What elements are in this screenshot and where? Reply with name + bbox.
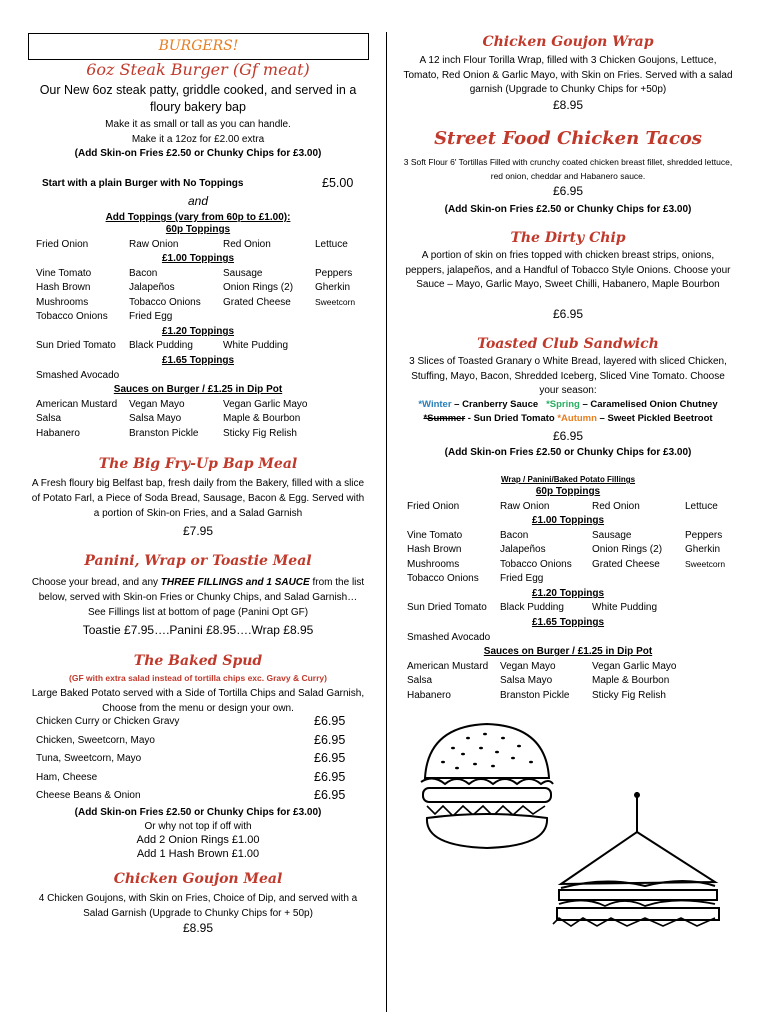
and-text: and [187,194,209,208]
plain-burger-row [28,176,368,195]
toppings-row [28,268,368,283]
topping-item: Salsa [407,675,433,687]
panini-desc-a: Choose your bread, and any [31,577,161,588]
baked-spud-heading: The Baked Spud [133,653,263,669]
spud-item-row [28,714,368,733]
column-divider [386,32,387,1012]
topping-item: Gherkin [685,544,721,556]
spud-item-label: Ham, Cheese [36,771,98,783]
topping-item: Bacon [129,267,158,279]
club-sandwich-illustration-icon [545,790,730,932]
toppings-row [28,370,368,385]
toppings-section-title: £1.00 Toppings [161,253,235,265]
topping-item: Grated Cheese [223,296,291,308]
spud-hash-brown: Add 1 Hash Brown £1.00 [136,848,260,860]
toppings-section-title: 60p Toppings [535,486,601,497]
dirty-chip-price: £6.95 [552,307,584,321]
topping-item: Sweetcorn [315,296,356,307]
steak-burger-heading: 6oz Steak Burger (Gf meat) [86,60,310,79]
spud-item-row [28,770,368,789]
topping-item: Vegan Mayo [500,660,556,672]
topping-item: Sun Dried Tomato [36,340,116,352]
topping-item: Black Pudding [500,602,564,614]
spud-item-label: Chicken Curry or Chicken Gravy [36,716,180,727]
season-spring-text: – Caramelised Onion Chutney [579,399,718,410]
topping-item: Sticky Fig Relish [223,427,297,439]
season-autumn: *Autumn [557,413,597,424]
toppings-row [28,282,368,297]
topping-item: Smashed Avocado [36,369,120,381]
spud-item-row [28,788,368,807]
steak-burger-description: Our New 6oz steak patty, griddle cooked, and served in a floury bakery bap [39,83,357,114]
club-sandwich-addon: (Add Skin-on Fries £2.50 or Chunky Chips for £3.00) [444,447,692,458]
topping-item: Sun Dried Tomato [407,602,487,614]
club-sandwich-price: £6.95 [552,429,584,443]
burger-illustration-icon [413,718,558,863]
topping-item: Onion Rings (2) [223,282,294,294]
spud-item-label: Chicken, Sweetcorn, Mayo [36,734,155,746]
tacos-description: 3 Soft Flour 6' Tortillas Filled with crunchy coated chicken breast fillet, shredded lettuce, red onion, cheddar and Habanero sauce. [403,157,733,181]
spud-item-price: £6.95 [314,714,346,728]
topping-item: Gherkin [315,282,351,294]
club-sandwich-description: 3 Slices of Toasted Granary o White Bread, layered with sliced Chicken, Stuffing, Mayo, Bacon, Shredded Iceberg, Sliced Vine Tomato. Choose your season: [409,356,727,396]
baked-spud-gf-note: (GF with extra salad instead of tortilla chips exc. Gravy & Curry) [69,673,327,683]
spud-item-row [28,751,368,770]
toppings-row [28,297,368,312]
topping-item: Red Onion [592,500,640,512]
topping-item: Sweetcorn [685,558,726,569]
toppings-section-title: £1.65 Toppings [161,355,235,367]
topping-item: American Mustard [407,660,489,672]
topping-item: Tobacco Onions [36,311,108,323]
toppings-row [403,675,733,690]
goujon-meal-description: 4 Chicken Goujons, with Skin on Fries, Choice of Dip, and served with a Salad Garnish (Upgrade to Chunky Chips for + 50p) [38,893,358,919]
topping-item: Mushrooms [36,296,89,308]
panini-prices: Toastie £7.95….Panini £8.95….Wrap £8.95 [82,623,314,637]
goujon-meal-price: £8.95 [182,921,214,935]
topping-item: Habanero [36,427,80,439]
goujon-wrap-heading: Chicken Goujon Wrap [482,34,654,50]
season-line-2 [403,413,733,424]
topping-item: Jalapeños [500,544,546,556]
topping-item: Branston Pickle [500,689,570,701]
toppings-section-title: Sauces on Burger / £1.25 in Dip Pot [113,384,283,396]
burgers-title: BURGERS! [158,38,239,54]
dirty-chip-description: A portion of skin on fries topped with chicken breast strips, onions, peppers, jalapeños, and a Handful of Tobacco Style Onions. Choose your Sauce – Mayo, Garlic Mayo, Sweet Chilli, Habanero, Maple Bourbon [405,250,731,290]
toppings-row [403,690,733,705]
topping-item: Mushrooms [407,558,460,570]
topping-item: Grated Cheese [592,558,660,570]
topping-item: Peppers [315,267,353,279]
season-line-1 [403,399,733,410]
topping-item: Branston Pickle [129,427,199,439]
topping-item: Vine Tomato [407,529,463,541]
topping-item: Habanero [407,689,451,701]
fillings-title: Wrap / Panini/Baked Potato Fillings [500,475,636,484]
season-spring: *Spring [546,399,580,410]
topping-item: Vine Tomato [36,267,92,279]
toppings-row [403,501,733,516]
topping-item: American Mustard [36,398,118,410]
toppings-row [403,559,733,574]
toppings-row [403,573,733,588]
burgers-title-box [28,33,369,60]
topping-item: Hash Brown [407,544,462,556]
baked-spud-description: Large Baked Potato served with a Side of Tortilla Chips and Salad Garnish, Choose from the menu or design your own. [31,688,365,714]
toppings-title: Add Toppings (vary from 60p to £1.00): [105,212,291,223]
dirty-chip-heading: The Dirty Chip [510,230,626,246]
toppings-row [403,544,733,559]
toppings-row [403,530,733,545]
toppings-section-title: Sauces on Burger / £1.25 in Dip Pot [483,646,653,658]
steak-line-2: Make it a 12oz for £2.00 extra [131,134,265,145]
fryup-description: A Fresh floury big Belfast bap, fresh daily from the Bakery, filled with a slice of Potato Farl, a Piece of Soda Bread, Sausage, Bacon & Egg. Served with a portion of Skin-on Fries, and a Salad Garnish [31,478,365,519]
spud-addon: (Add Skin-on Fries £2.50 or Chunky Chips for £3.00) [74,807,322,818]
plain-burger-price: £5.00 [322,176,354,190]
spud-item-price: £6.95 [314,788,346,802]
spud-item-label: Cheese Beans & Onion [36,790,141,801]
topping-item: Hash Brown [36,282,91,294]
toppings-section-title: £1.20 Toppings [531,587,605,599]
club-sandwich-heading: Toasted Club Sandwich [477,336,659,352]
season-summer-text: - Sun Dried Tomato [465,413,558,424]
topping-item: Vegan Mayo [129,398,185,410]
toppings-section-title: £1.65 Toppings [531,617,605,629]
topping-item: Smashed Avocado [407,631,491,643]
spud-item-price: £6.95 [314,732,346,747]
toppings-row [28,340,368,355]
toppings-row [28,239,368,254]
season-winter: *Winter [418,399,452,410]
steak-line-1: Make it as small or tall as you can handle. [105,119,291,130]
toppings-section-title: £1.00 Toppings [531,515,605,527]
topping-item: Jalapeños [129,282,175,294]
topping-item: Raw Onion [500,500,550,512]
topping-item: Fried Egg [129,311,173,323]
topping-item: Tobacco Onions [129,296,201,308]
topping-item: Red Onion [223,238,271,250]
topping-item: White Pudding [223,340,289,352]
panini-desc-bold: THREE FILLINGS and 1 SAUCE [160,577,310,588]
toppings-row [403,661,733,676]
spud-item-row [28,733,368,752]
season-winter-text: – Cranberry Sauce [451,399,539,410]
topping-item: Sticky Fig Relish [592,689,666,701]
spud-item-label: Tuna, Sweetcorn, Mayo [36,753,142,764]
topping-item: Onion Rings (2) [592,544,663,556]
goujon-meal-heading: Chicken Goujon Meal [113,871,283,887]
topping-item: Sausage [592,529,632,541]
tacos-price: £6.95 [552,184,584,198]
tacos-heading: Street Food Chicken Tacos [434,128,702,149]
topping-item: White Pudding [592,602,658,614]
spud-onion-rings: Add 2 Onion Rings £1.00 [136,834,260,846]
season-summer: *Summer [423,413,466,424]
toppings-row [403,602,733,617]
topping-item: Vegan Garlic Mayo [223,398,308,410]
topping-item: Sausage [223,267,263,279]
toppings-row [28,428,368,443]
panini-description [28,575,368,620]
topping-item: Maple & Bourbon [223,413,301,425]
topping-item: Salsa Mayo [129,413,182,425]
fryup-heading: The Big Fry-Up Bap Meal [98,456,298,472]
season-autumn-text: – Sweet Pickled Beetroot [596,413,713,424]
topping-item: Fried Onion [407,500,460,512]
toppings-row [28,311,368,326]
topping-item: Bacon [500,529,529,541]
topping-item: Tobacco Onions [407,573,479,585]
topping-item: Peppers [685,529,723,541]
toppings-row [28,413,368,428]
toppings-row [28,399,368,414]
spud-top-text: Or why not top if off with [144,821,252,832]
goujon-wrap-price: £8.95 [552,98,584,112]
panini-desc-c: from the list below, served with Skin-on Fries or Chunky Chips, and Salad Garnish… See Fillings list at bottom of page (Panini Opt GF) [38,577,365,618]
toppings-row [403,632,733,647]
topping-item: Fried Onion [36,238,89,250]
baked-spud-list [28,714,368,807]
fillings-list [403,486,733,704]
topping-item: Fried Egg [500,573,544,585]
panini-heading: Panini, Wrap or Toastie Meal [84,553,312,569]
topping-item: Lettuce [315,238,348,250]
tacos-addon: (Add Skin-on Fries £2.50 or Chunky Chips for £3.00) [444,204,692,215]
topping-item: Black Pudding [129,340,193,352]
spud-item-price: £6.95 [314,751,346,765]
goujon-wrap-description: A 12 inch Flour Torilla Wrap, filled with 3 Chicken Goujons, Lettuce, Tomato, Red Onion & Garlic Mayo, with Skin on Fries. Served with a salad garnish (Upgrade to Chunky Chips for +50p) [403,55,733,95]
plain-burger-label: Start with a plain Burger with No Toppings [42,178,244,189]
steak-addon: (Add Skin-on Fries £2.50 or Chunky Chips for £3.00) [74,148,322,159]
topping-item: Vegan Garlic Mayo [592,660,677,672]
topping-item: Lettuce [685,500,718,512]
topping-item: Tobacco Onions [500,558,572,570]
burger-toppings-list [28,224,368,442]
topping-item: Raw Onion [129,238,179,250]
toppings-section-title: £1.20 Toppings [161,325,235,337]
spud-item-price: £6.95 [314,769,346,784]
toppings-section-title: 60p Toppings [165,224,231,235]
topping-item: Salsa [36,413,62,425]
topping-item: Salsa Mayo [500,675,553,687]
fryup-price: £7.95 [182,524,214,538]
topping-item: Maple & Bourbon [592,675,670,687]
